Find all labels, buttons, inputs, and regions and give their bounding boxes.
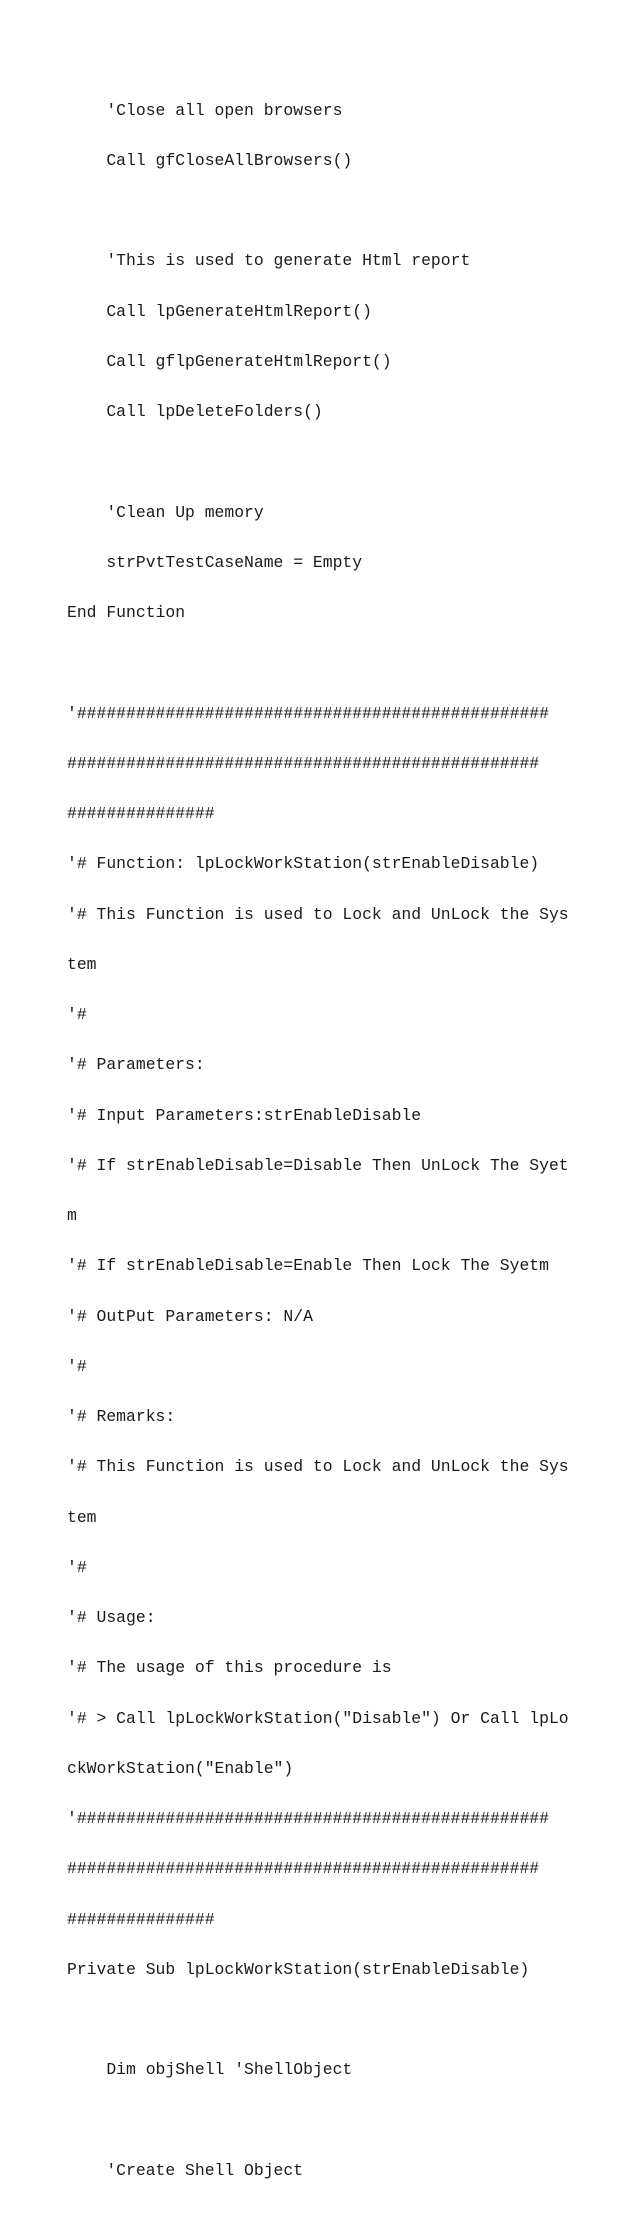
code-line: Private Sub lpLockWorkStation(strEnableDisable) bbox=[67, 1959, 530, 1979]
code-line: ############### bbox=[67, 1909, 215, 1929]
code-line: '# Remarks: bbox=[67, 1407, 176, 1426]
code-line: tem bbox=[67, 954, 97, 974]
code-line: ################################################ bbox=[67, 1859, 540, 1879]
code-line: Call lpGenerateHtmlReport() bbox=[67, 301, 372, 321]
code-line: '# This Function is used to Lock and UnLock the Sys bbox=[67, 1457, 569, 1477]
code-line: '# Function: lpLockWorkStation(strEnableDisable) bbox=[67, 854, 540, 874]
code-line: Dim objShell 'ShellObject bbox=[67, 2060, 353, 2080]
code-line: Call lpDeleteFolders() bbox=[67, 402, 323, 421]
code-line: '# This Function is used to Lock and UnLock the Sys bbox=[67, 904, 569, 924]
code-line: tem bbox=[67, 1507, 97, 1527]
code-line bbox=[67, 2012, 569, 2029]
code-line: End Function bbox=[67, 603, 186, 622]
code-line: '# The usage of this procedure is bbox=[67, 1658, 392, 1678]
code-line: '# If strEnableDisable=Disable Then UnLock The Syet bbox=[67, 1155, 569, 1175]
code-line: '# OutPut Parameters: N/A bbox=[67, 1306, 313, 1326]
code-line: strPvtTestCaseName = Empty bbox=[67, 552, 363, 572]
code-line: '# > Call lpLockWorkStation("Disable") Or Call lpLo bbox=[67, 1708, 569, 1728]
code-line: '# Input Parameters:strEnableDisable bbox=[67, 1105, 422, 1125]
code-line: m bbox=[67, 1206, 77, 1225]
code-line: '# If strEnableDisable=Enable Then Lock The Syetm bbox=[67, 1256, 549, 1276]
code-line: ################################################ bbox=[67, 753, 540, 773]
code-line: '# bbox=[67, 1005, 87, 1024]
code-line: '# bbox=[67, 1557, 87, 1577]
code-line: ckWorkStation("Enable") bbox=[67, 1758, 294, 1778]
code-line: '# bbox=[67, 1356, 87, 1376]
code-line: Call gfCloseAllBrowsers() bbox=[67, 150, 353, 170]
code-line: 'Create Shell Object bbox=[67, 2160, 304, 2180]
code-line bbox=[67, 203, 569, 220]
code-line bbox=[67, 2113, 569, 2130]
code-line bbox=[67, 655, 569, 672]
code-line bbox=[67, 454, 569, 471]
code-line: 'Clean Up memory bbox=[67, 502, 264, 522]
code-line: '# Parameters: bbox=[67, 1055, 205, 1075]
code-line: '# Usage: bbox=[67, 1608, 156, 1627]
code-line: '################################################ bbox=[67, 703, 549, 723]
code-line: '################################################ bbox=[67, 1809, 549, 1828]
code-line: ############### bbox=[67, 804, 215, 823]
code-line: 'Close all open browsers bbox=[67, 100, 343, 120]
code-listing bbox=[67, 69, 569, 2213]
code-line: 'This is used to generate Html report bbox=[67, 251, 471, 271]
code-line: Call gflpGenerateHtmlReport() bbox=[67, 351, 392, 371]
